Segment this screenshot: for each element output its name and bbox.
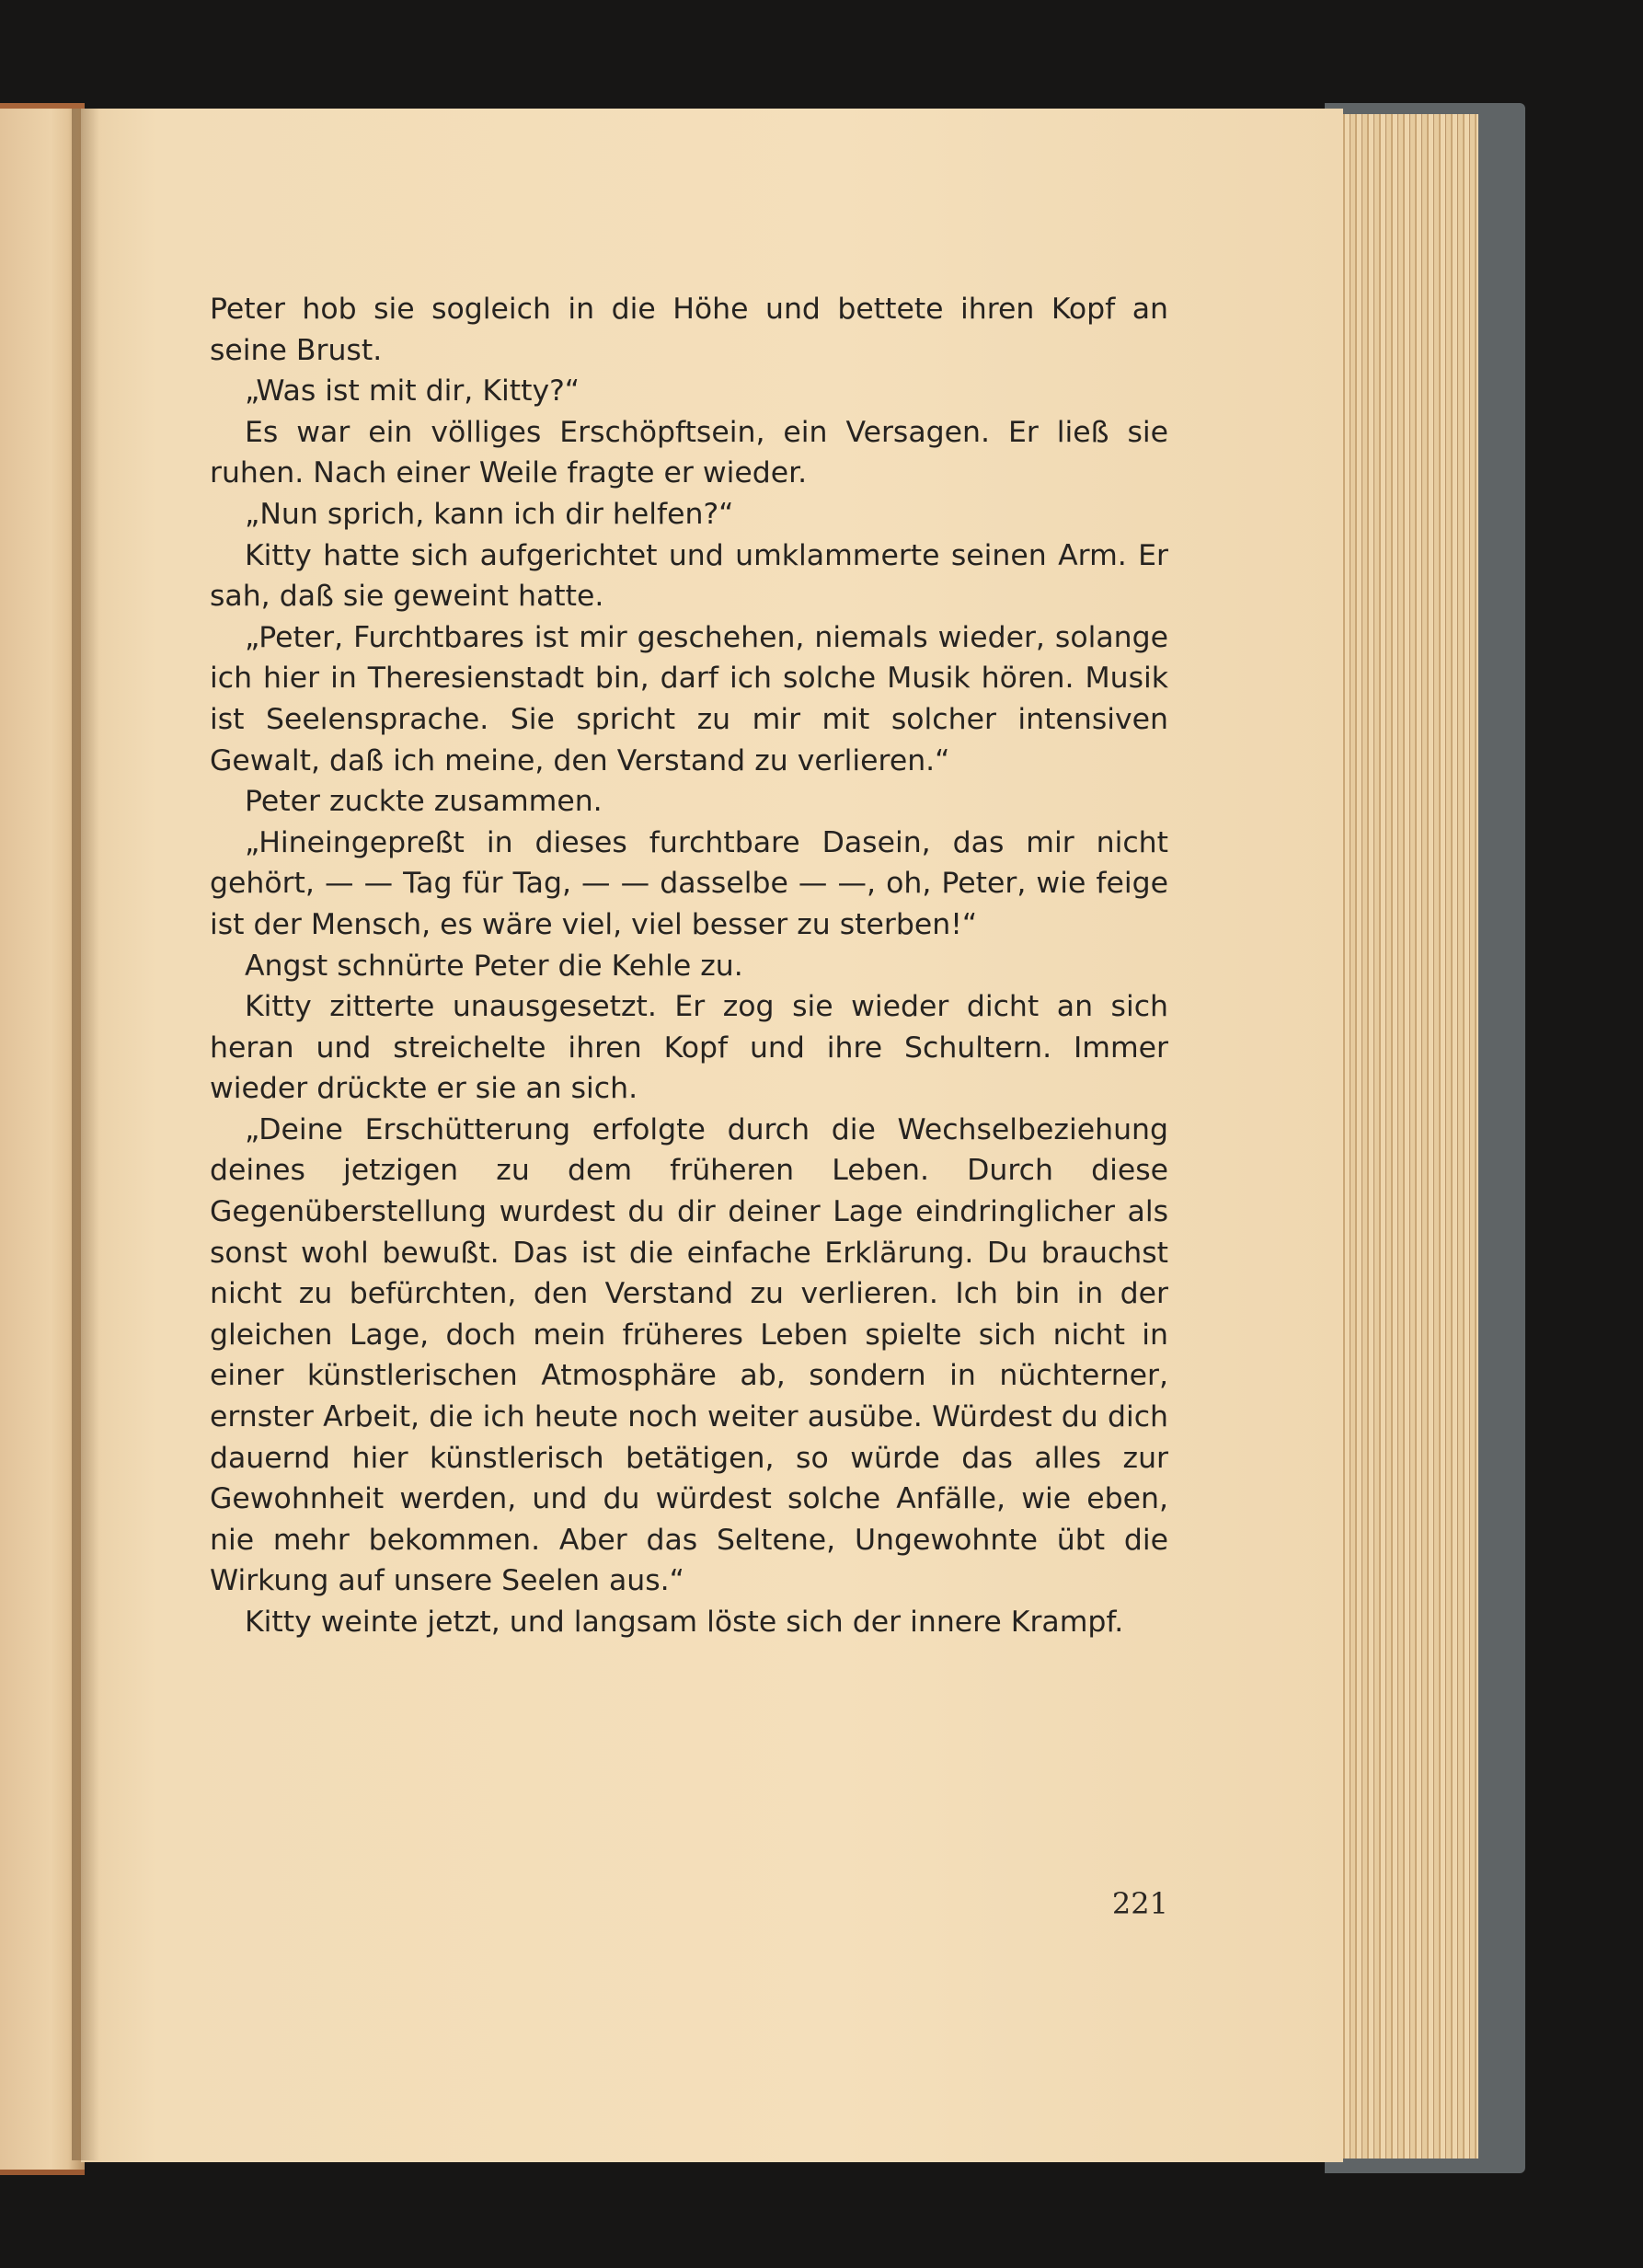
paragraph: „Nun sprich, kann ich dir helfen?“ [245,497,734,531]
gutter-shadow [72,109,99,2160]
paragraph: Kitty zitterte unausgesetzt. Er zog sie wieder dicht an sich heran und streichelte ihren Kopf und ihre Schultern. Immer wieder drückte er sie an sich. [210,990,1168,1106]
page-edges [1339,114,1478,2159]
paragraph: Kitty hatte sich aufgerichtet und umklammerte seinen Arm. Er sah, daß sie geweint hatte. [210,538,1168,614]
paragraph: „Was ist mit dir, Kitty?“ [245,374,580,409]
paragraph: „Hineingepreßt in dieses furchtbare Dasein, das mir nicht gehört, — — Tag für Tag, — — dasselbe — —, oh, Peter, wie feige ist der Mensch, es wäre viel, viel besser zu sterben!“ [210,825,1168,941]
page-number: 221 [1111,1886,1168,1921]
book-page [81,109,1343,2162]
paragraph: Kitty weinte jetzt, und langsam löste sich der innere Krampf. [245,1606,1124,1639]
paragraph: „Peter, Furchtbares ist mir geschehen, niemals wieder, solange ich hier in Theresienstadt bin, darf ich solche Musik hören. Musik ist Seelensprache. Sie spricht zu mir mit solcher intensiven Gewalt, daß ich meine, den Verstand zu verlieren.“ [210,620,1168,777]
paragraph: Angst schnürte Peter die Kehle zu. [245,949,743,983]
paragraph: Es war ein völliges Erschöpftsein, ein Versagen. Er ließ sie ruhen. Nach einer Weile fragte er wieder. [210,415,1168,490]
paragraph: „Deine Erschütterung erfolgte durch die Wechselbeziehung deines jetzigen zu dem früheren Leben. Durch diese Gegenüberstellung wurdest du dir deiner Lage eindringlicher als sonst wohl bewußt. Das ist die einfache Erklärung. Du brauchst nicht zu befürchten, den Verstand zu verlieren. Ich bin in der gleichen Lage, doch mein früheres Leben spielte sich nicht in einer künstlerischen Atmosphäre ab, sondern in nüchterner, ernster Arbeit, die ich heute noch weiter ausübe. Würdest du dich dauernd hier künstlerisch betätigen, so würde das alles zur Gewohnheit werden, und du würdest solche Anfälle, wie eben, nie mehr bekommen. Aber das Seltene, Ungewohnte übt die Wirkung auf unsere Seelen aus.“ [210,1112,1168,1598]
page-text [210,289,1168,1643]
paragraph: Peter hob sie sogleich in die Höhe und bettete ihren Kopf an seine Brust. [210,293,1168,367]
paragraph: Peter zuckte zusammen. [245,785,603,819]
